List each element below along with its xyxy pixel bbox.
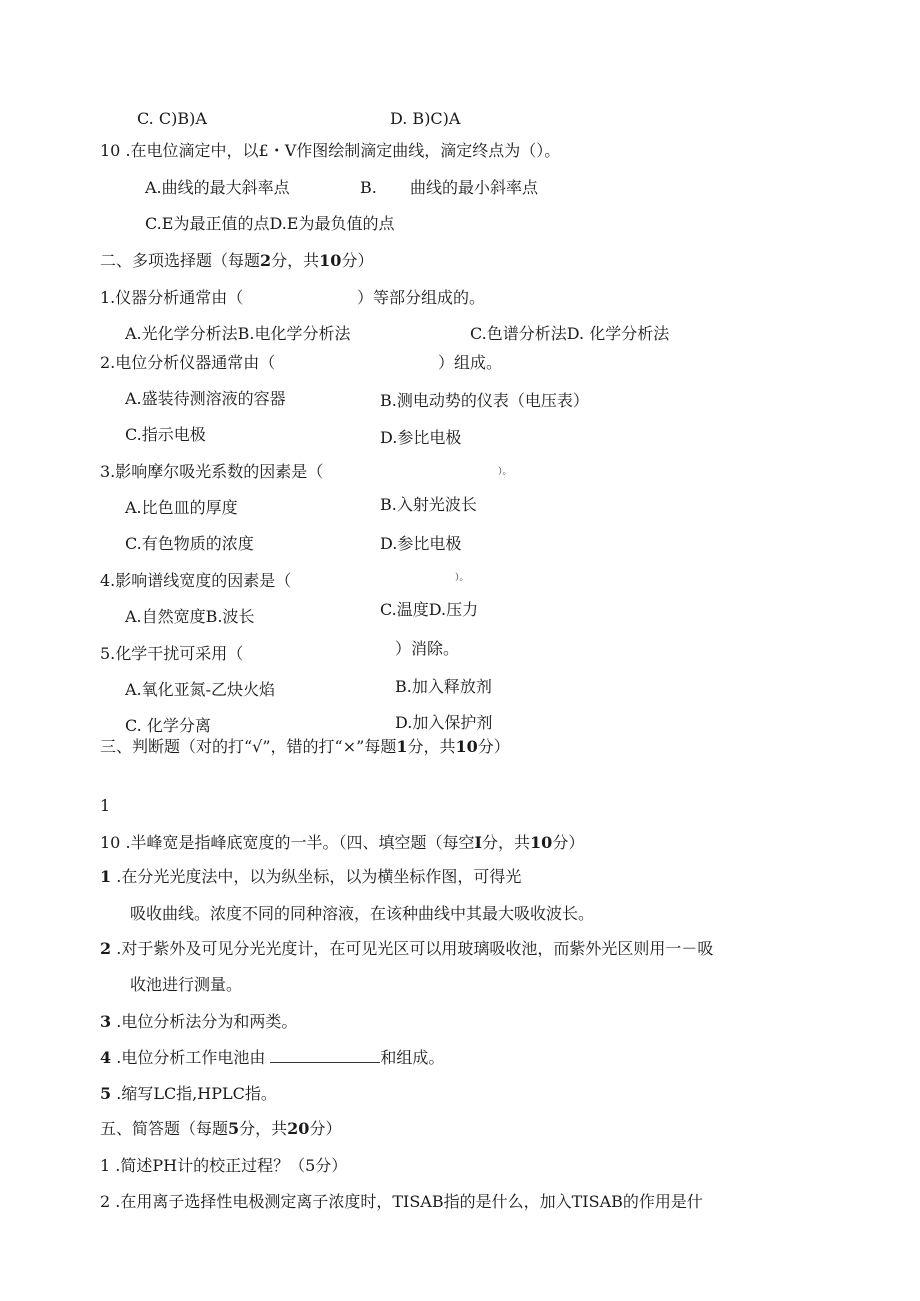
option-cd: C.色谱分析法D. 化学分析法 [470, 324, 670, 343]
question-stem-end: ）组成。 [438, 353, 503, 372]
question-stem: 4.影响谱线宽度的因素是（ [100, 571, 292, 590]
option-b: B.测电动势的仪表（电压表） [380, 391, 589, 410]
fill-item: 2 .对于紫外及可见分光光度计，在可见光区可以用玻璃吸收池，而紫外光区则用一－吸 [100, 939, 714, 958]
option-d: D.加入保护剂 [395, 713, 493, 732]
item-number: 1 [100, 796, 111, 815]
question-stem: 5.化学干扰可采用（ [100, 644, 244, 663]
option-cd: C.E为最正值的点D.E为最负值的点 [145, 214, 395, 233]
fill-item: 4 .电位分析工作电池由 和组成。 [100, 1048, 445, 1067]
fill-item: 5 .缩写LC指,HPLC指。 [100, 1084, 277, 1103]
question-stem-end: ）。 [455, 573, 469, 583]
option-c: C. C)B)A [137, 109, 207, 128]
option-a: A.曲线的最大斜率点 [145, 178, 290, 197]
option-a: A.氧化亚氮-乙炔火焰 [125, 680, 276, 699]
option-c: C. 化学分离 [125, 716, 211, 735]
question-stem-end: ）等部分组成的。 [357, 288, 486, 307]
option-d: D.参比电极 [380, 534, 462, 553]
option-d: D. B)C)A [390, 109, 461, 128]
short-answer-item: 1 .简述PH计的校正过程？（5分） [100, 1156, 348, 1175]
section-title: 三、判断题（对的打“√”，错的打“×”每题1分，共10分） [100, 737, 510, 756]
option-ab: A.自然宽度B.波长 [125, 607, 255, 626]
option-cd: C.温度D.压力 [380, 600, 479, 619]
section-title: 五、简答题（每题5分，共20分） [100, 1119, 342, 1138]
fill-item-cont: 吸收曲线。浓度不同的同种溶液，在该种曲线中其最大吸收波长。 [130, 904, 595, 923]
short-answer-item: 2 .在用离子选择性电极测定离子浓度时，TISAB指的是什么，加入TISAB的作用是什 [100, 1192, 703, 1211]
option-b-letter: B. [360, 178, 377, 197]
fill-item: 1 .在分光光度法中，以为纵坐标，以为横坐标作图，可得光 [100, 867, 522, 886]
option-ab: A.光化学分析法B.电化学分析法 [125, 324, 351, 343]
option-b: B.入射光波长 [380, 495, 477, 514]
question-stem: 10 .在电位滴定中，以£・V作图绘制滴定曲线，滴定终点为（）。 [100, 141, 561, 160]
option-b: B.加入释放剂 [395, 677, 492, 696]
question-stem: 1.仪器分析通常由（ [100, 288, 244, 307]
section-title: 二、多项选择题（每题2分，共10分） [100, 251, 374, 270]
question-stem-end: ）消除。 [395, 639, 460, 658]
question-stem-end: ）。 [498, 467, 512, 477]
option-b: 曲线的最小斜率点 [410, 178, 539, 197]
option-d: D.参比电极 [380, 428, 462, 447]
option-c: C.有色物质的浓度 [125, 534, 254, 553]
option-a: A.盛装待测溶液的容器 [125, 389, 286, 408]
option-c: C.指示电极 [125, 425, 206, 444]
question-stem: 2.电位分析仪器通常由（ [100, 353, 276, 372]
answer-blank [270, 1048, 380, 1063]
option-a: A.比色皿的厚度 [125, 498, 238, 517]
fill-item-cont: 收池进行测量。 [130, 975, 243, 994]
fill-item: 3 .电位分析法分为和两类。 [100, 1012, 298, 1031]
judgement-item: 10 .半峰宽是指峰底宽度的一半。（四、填空题（每空I分，共10分） [100, 833, 585, 852]
question-stem: 3.影响摩尔吸光系数的因素是（ [100, 462, 324, 481]
